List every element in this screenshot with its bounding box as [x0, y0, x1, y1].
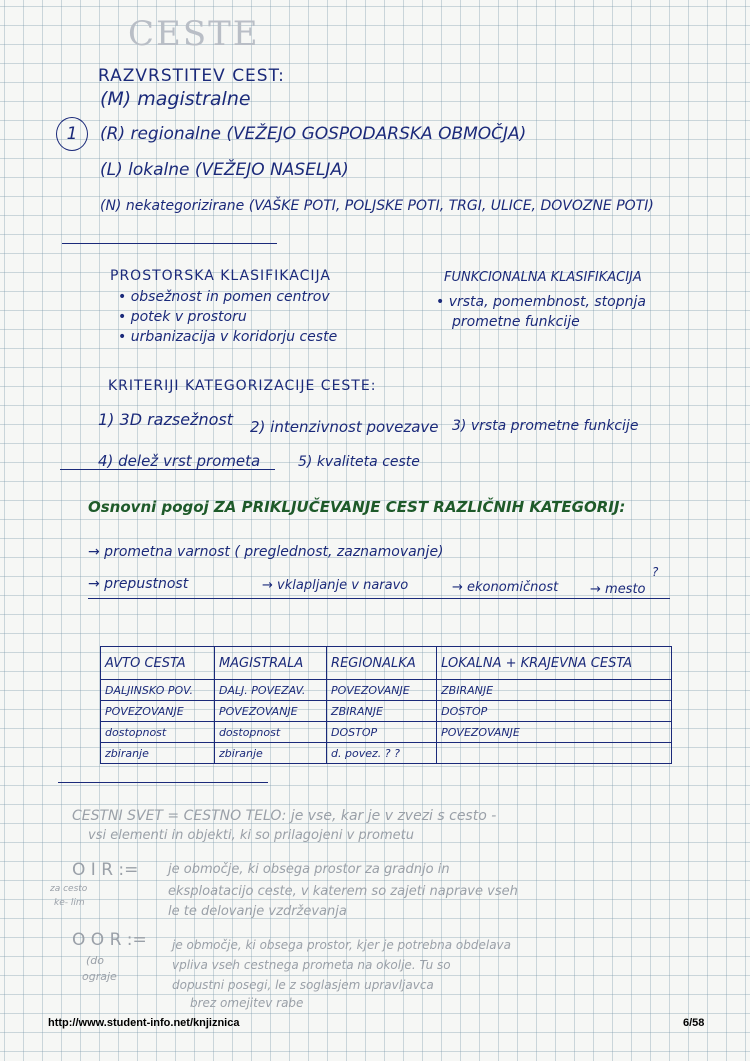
- oir-side-note: ke- lim: [54, 898, 85, 908]
- table-cell: dostopnost: [214, 722, 326, 743]
- divider-rule: [58, 782, 268, 783]
- oor-text: vpliva vseh cestnega prometa na okolje. Tu so: [172, 958, 451, 972]
- kriterij-underline: [60, 469, 275, 470]
- table-cell: zbiranje: [214, 743, 326, 764]
- table-row: [101, 743, 672, 764]
- oir-label: O I R :=: [72, 860, 139, 880]
- kriterij-item: 4) delež vrst prometa: [98, 452, 261, 470]
- table-cell: d. povez. ? ?: [327, 743, 437, 764]
- oor-side-note: ograje: [82, 970, 117, 983]
- question-mark: ?: [652, 565, 659, 579]
- table-cell: POVEZOVANJE: [101, 701, 215, 722]
- funkcionalna-heading: FUNKCIONALNA KLASIFIKACIJA: [444, 270, 642, 285]
- table-row: [101, 680, 672, 701]
- table-cell: POVEZOVANJE: [214, 701, 326, 722]
- oor-text: brez omejitev rabe: [190, 996, 304, 1010]
- table-cell: POVEZOVANJE: [327, 680, 437, 701]
- road-type-nekategorizirane: (N) nekategorizirane (VAŠKE POTI, POLJSKE POTI, TRGI, ULICE, DOVOZNE POTI): [100, 198, 654, 214]
- table-cell: DALJ. POVEZAV.: [214, 680, 326, 701]
- osnovni-line: → prometna varnost ( preglednost, zaznamovanje): [88, 544, 444, 560]
- prostorska-heading: PROSTORSKA KLASIFIKACIJA: [110, 268, 331, 284]
- osnovni-item: → prepustnost: [88, 576, 189, 592]
- oor-text: je območje, ki obsega prostor, kjer je potrebna obdelava: [172, 938, 512, 952]
- faint-note-line: CESTNI SVET = CESTNO TELO: je vse, kar je v zvezi s cesto -: [72, 808, 497, 824]
- divider-rule: [62, 243, 277, 244]
- table-header: MAGISTRALA: [214, 647, 326, 680]
- funkcionalna-line: • vrsta, pomembnost, stopnja: [436, 294, 646, 310]
- oor-label: O O R :=: [72, 930, 147, 950]
- osnovni-item: → vklapljanje v naravo: [262, 578, 409, 593]
- oir-text: eksploatacijo ceste, v katerem so zajeti naprave vseh: [168, 884, 518, 899]
- table-row: [101, 701, 672, 722]
- prostorska-item: • urbanizacija v koridorju ceste: [118, 329, 338, 345]
- road-type-regionalne: (R) regionalne (VEŽEJO GOSPODARSKA OBMOČJA): [100, 124, 527, 144]
- osnovni-underline: [88, 598, 670, 599]
- kriterij-item: 1) 3D razsežnost: [98, 410, 233, 429]
- oir-text: je območje, ki obsega prostor za gradnjo in: [168, 862, 450, 877]
- table-cell: zbiranje: [101, 743, 215, 764]
- kriterij-item: 3) vrsta prometne funkcije: [452, 418, 639, 434]
- kriterij-item: 2) intenzivnost povezave: [250, 418, 439, 436]
- table-cell: DOSTOP: [327, 722, 437, 743]
- osnovni-heading: Osnovni pogoj ZA PRIKLJUČEVANJE CEST RAZLIČNIH KATEGORIJ:: [88, 498, 626, 516]
- circled-number: 1: [56, 117, 88, 151]
- table-header: LOKALNA + KRAJEVNA CESTA: [437, 647, 672, 680]
- kriteriji-heading: KRITERIJI KATEGORIZACIJE CESTE:: [108, 378, 377, 394]
- oor-text: dopustni posegi, le z soglasjem upravljavca: [172, 978, 434, 992]
- table-cell: DOSTOP: [437, 701, 672, 722]
- osnovni-item: → mesto: [590, 582, 646, 597]
- table-row: [101, 722, 672, 743]
- razvrstitev-heading: RAZVRSTITEV CEST:: [98, 66, 285, 86]
- road-type-magistralne: (M) magistralne: [100, 88, 251, 110]
- prostorska-item: • obsežnost in pomen centrov: [118, 289, 330, 305]
- prostorska-item: • potek v prostoru: [118, 309, 247, 325]
- table-cell: POVEZOVANJE: [437, 722, 672, 743]
- page-title: CESTE: [128, 14, 260, 54]
- table-cell: ZBIRANJE: [327, 701, 437, 722]
- page-number: 6/58: [683, 1017, 705, 1029]
- table-header: AVTO CESTA: [101, 647, 215, 680]
- oor-side-note: (do: [86, 954, 105, 967]
- oir-text: le te delovanje vzdrževanja: [168, 904, 347, 919]
- kriterij-item: 5) kvaliteta ceste: [298, 454, 420, 470]
- osnovni-item: → ekonomičnost: [452, 580, 559, 595]
- funkcionalna-line: prometne funkcije: [452, 314, 580, 330]
- oir-side-note: za cesto: [50, 884, 88, 894]
- table-cell: DALJINSKO POV.: [101, 680, 215, 701]
- road-type-lokalne: (L) lokalne (VEŽEJO NASELJA): [100, 160, 349, 180]
- table-cell: dostopnost: [101, 722, 215, 743]
- table-cell: ZBIRANJE: [437, 680, 672, 701]
- table-header: REGIONALKA: [327, 647, 437, 680]
- table-cell: [437, 743, 672, 764]
- faint-note-line: vsi elementi in objekti, ki so prilagojeni v prometu: [88, 828, 414, 843]
- categories-table: [100, 646, 672, 764]
- table-header-row: [101, 647, 672, 680]
- footer-url: http://www.student-info.net/knjiznica: [48, 1017, 240, 1029]
